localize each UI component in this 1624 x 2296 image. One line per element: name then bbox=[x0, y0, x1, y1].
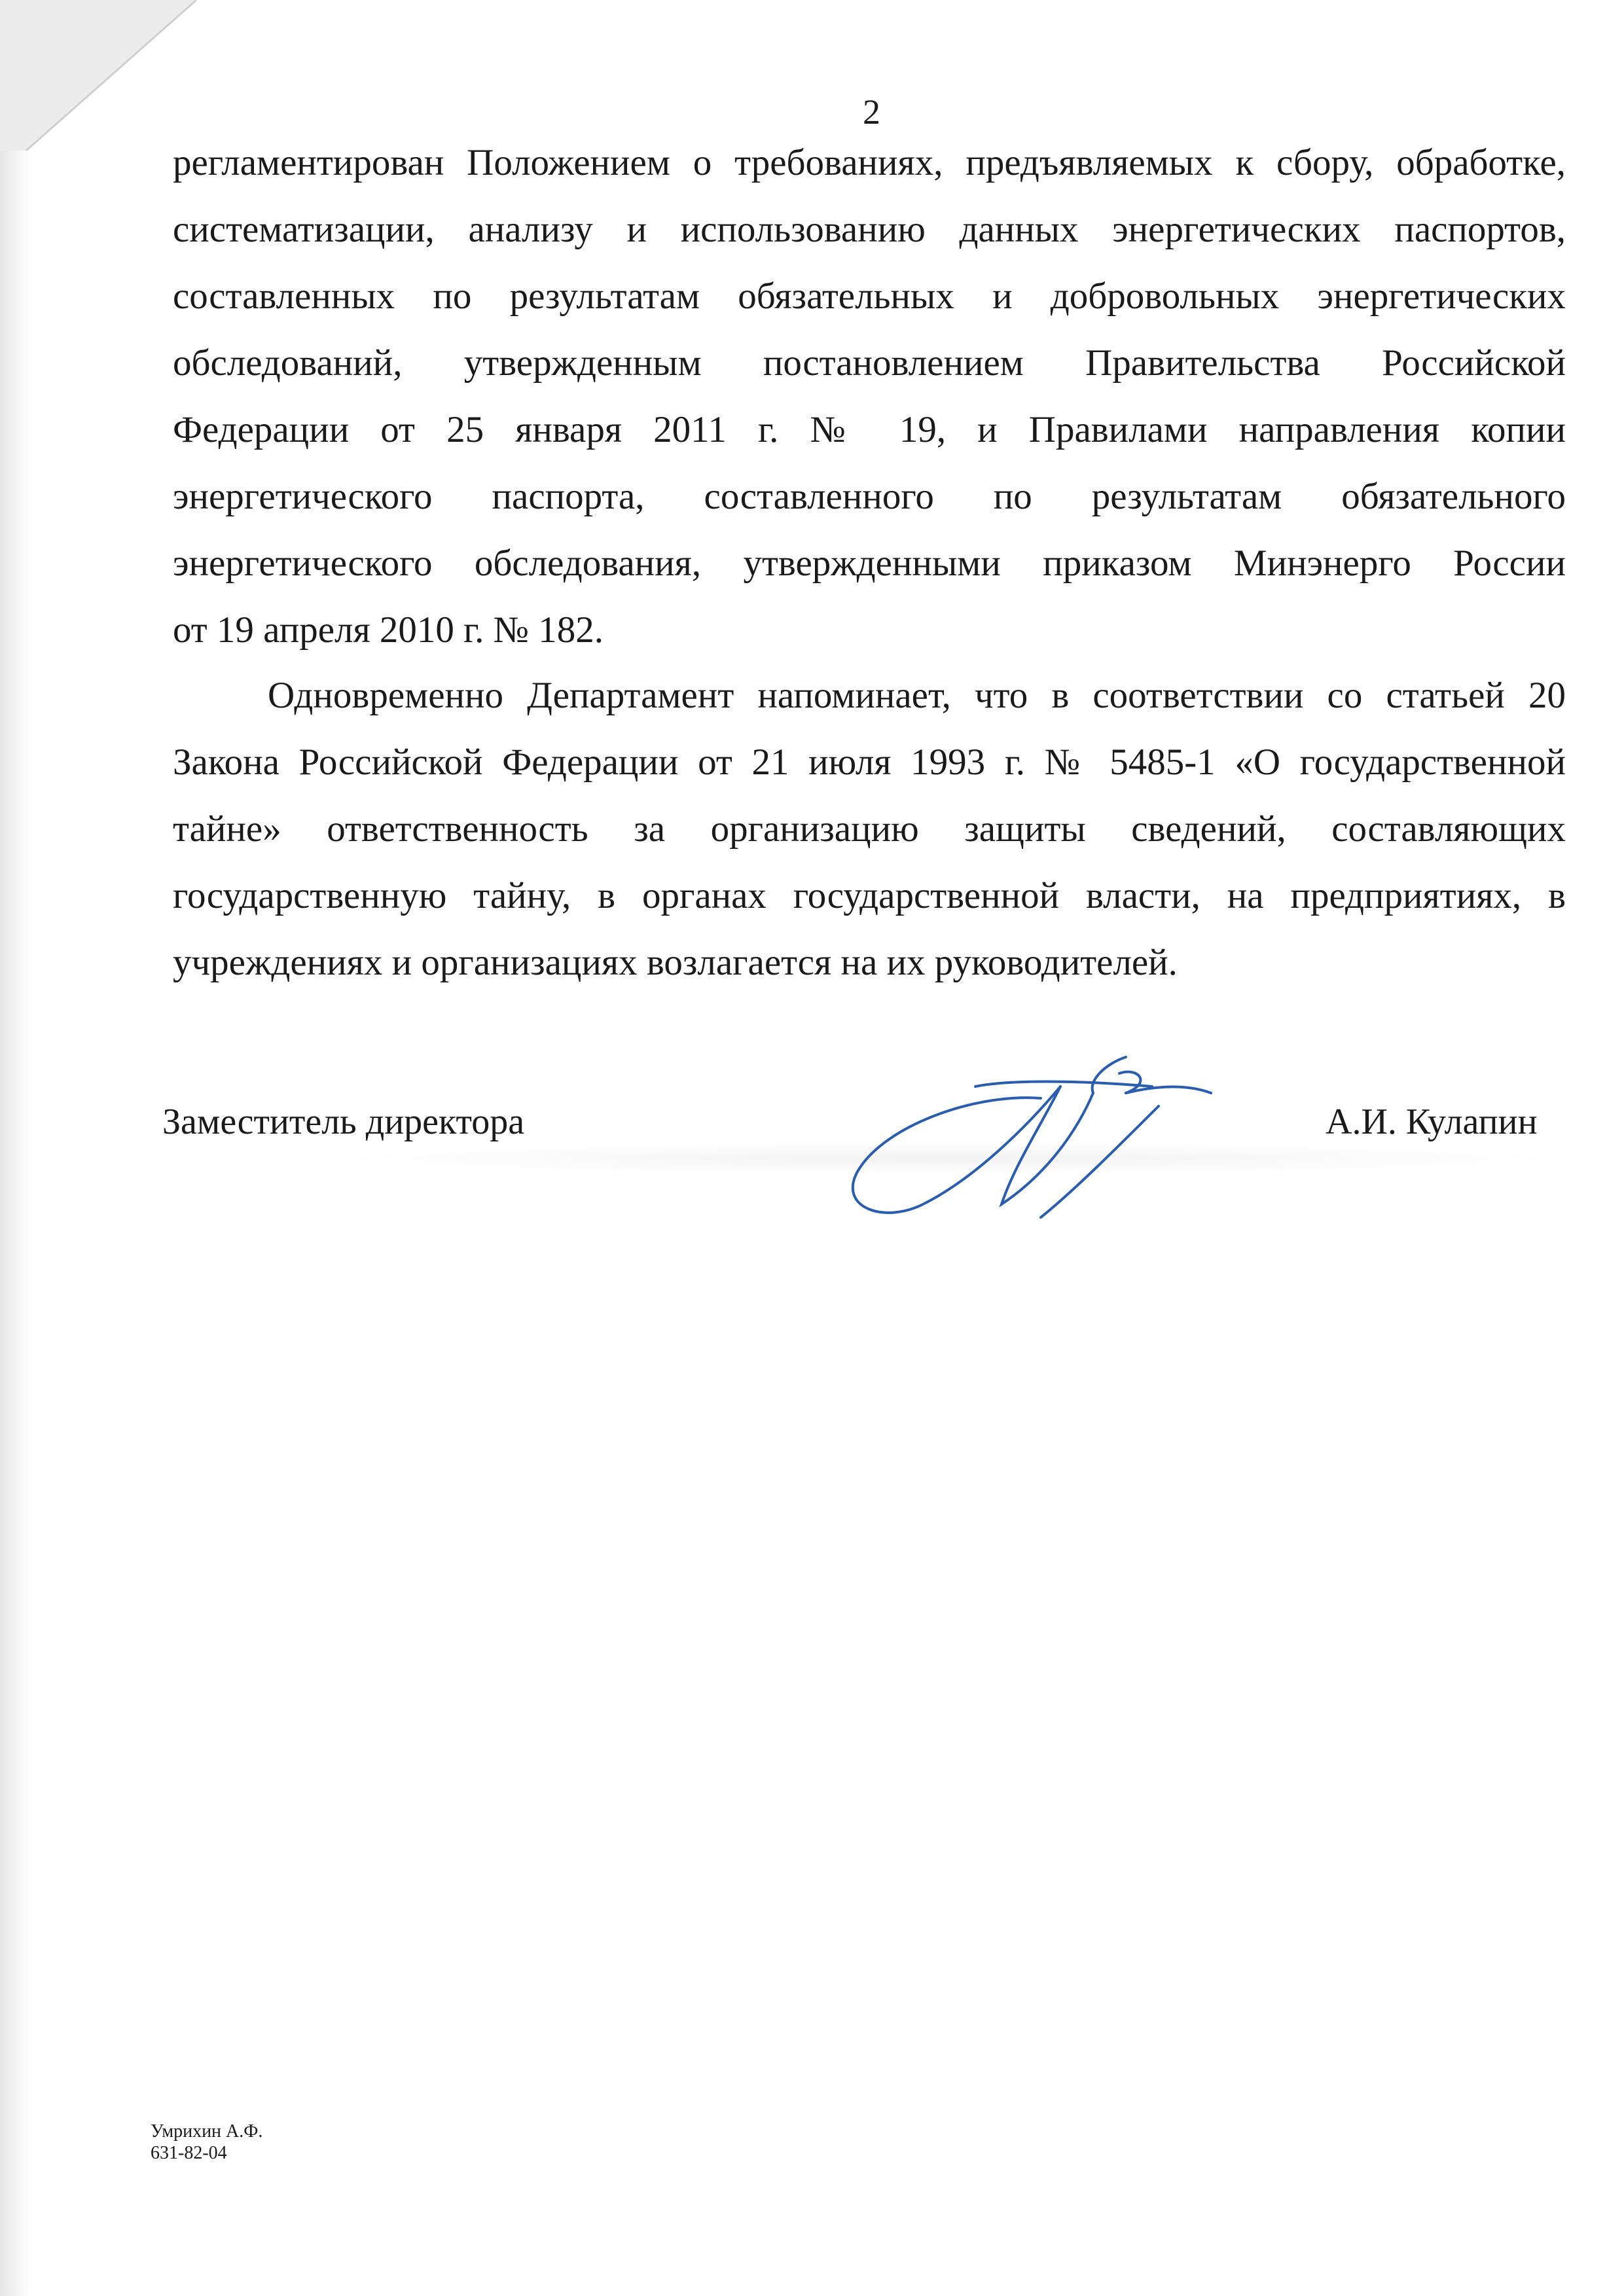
text-line: энергетического обследования, утвержденными приказом Минэнерго России bbox=[173, 543, 1566, 584]
paragraph-1 bbox=[173, 130, 1566, 664]
signatory-name: А.И. Кулапин bbox=[1326, 1102, 1538, 1142]
executor-footer bbox=[151, 2121, 262, 2164]
executor-phone: 631-82-04 bbox=[151, 2143, 227, 2163]
scan-edge-shadow bbox=[0, 0, 29, 2296]
text-line: Федерации от 25 января 2011 г. № 19, и Правилами направления копии bbox=[173, 409, 1566, 450]
text-line: обследований, утвержденным постановлением Правительства Российской bbox=[173, 342, 1566, 384]
text-line: энергетического паспорта, составленного по результатам обязательного bbox=[173, 476, 1566, 517]
paragraph-2 bbox=[173, 662, 1566, 996]
text-line: тайне» ответственность за организацию защиты сведений, составляющих bbox=[173, 808, 1566, 850]
signatory-title: Заместитель директора bbox=[162, 1102, 525, 1142]
executor-name: Умрихин А.Ф. bbox=[151, 2121, 263, 2142]
text-line: составленных по результатам обязательных и добровольных энергетических bbox=[173, 276, 1566, 317]
text-line: Одновременно Департамент напоминает, что в соответствии со статьей 20 bbox=[268, 675, 1566, 716]
text-line: учреждениях и организациях возлагается на их руководителей. bbox=[173, 942, 1178, 983]
text-line: государственную тайну, в органах государственной власти, на предприятиях, в bbox=[173, 875, 1566, 916]
page-number: 2 bbox=[863, 92, 880, 132]
text-line: Закона Российской Федерации от 21 июля 1993 г. № 5485-1 «О государственной bbox=[173, 742, 1566, 783]
folded-corner bbox=[0, 0, 196, 196]
text-line: систематизации, анализу и использованию данных энергетических паспортов, bbox=[173, 209, 1566, 250]
text-line: регламентирован Положением о требованиях, предъявляемых к сбору, обработке, bbox=[173, 142, 1566, 183]
handwritten-signature bbox=[844, 1054, 1231, 1230]
text-line: от 19 апреля 2010 г. № 182. bbox=[173, 609, 604, 651]
